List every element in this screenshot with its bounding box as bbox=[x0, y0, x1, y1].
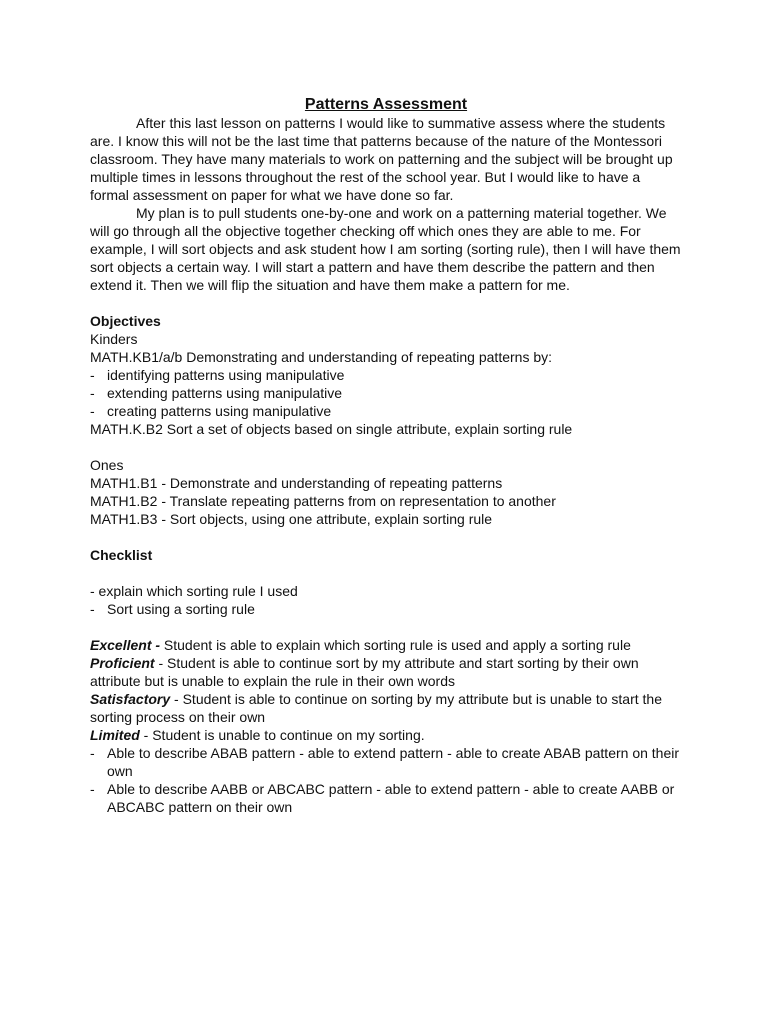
level-name: Excellent - bbox=[90, 637, 161, 653]
list-item-text: Able to describe AABB or ABCABC pattern - able to extend pattern - able to create AABB or ABCABC pattern on their own bbox=[107, 781, 675, 815]
ones-line: MATH1.B3 - Sort objects, using one attribute, explain sorting rule bbox=[90, 511, 493, 527]
checklist-line: - explain which sorting rule I used bbox=[90, 583, 298, 599]
list-item bbox=[90, 600, 682, 618]
ones-line: MATH1.B1 - Demonstrate and understanding of repeating patterns bbox=[90, 475, 503, 491]
level-name: Satisfactory bbox=[90, 691, 171, 707]
dash-bullet: - bbox=[90, 385, 95, 401]
kinders-standard-2: MATH.K.B2 Sort a set of objects based on single attribute, explain sorting rule bbox=[90, 421, 573, 437]
level-description: - Student is unable to continue on my sorting. bbox=[139, 727, 425, 743]
list-item bbox=[90, 780, 682, 816]
level-description: Student is able to explain which sorting rule is used and apply a sorting rule bbox=[160, 637, 631, 653]
level-name: Proficient bbox=[90, 655, 155, 671]
dash-bullet: - bbox=[90, 403, 95, 419]
checklist-heading: Checklist bbox=[90, 547, 153, 563]
level-satisfactory bbox=[90, 690, 682, 726]
page-title: Patterns Assessment bbox=[304, 96, 468, 113]
level-description: - Student is able to continue on sorting by my attribute but is unable to start the sorting process on their own bbox=[90, 691, 662, 725]
level-description: - Student is able to continue sort by my attribute and start sorting by their own attribute but is unable to explain the rule in their own words bbox=[90, 655, 639, 689]
dash-bullet: - bbox=[90, 781, 95, 797]
kinders-standard: MATH.KB1/a/b Demonstrating and understanding of repeating patterns by: bbox=[90, 349, 553, 365]
objectives-heading: Objectives bbox=[90, 313, 161, 329]
level-limited bbox=[90, 726, 682, 744]
level-name: Limited bbox=[90, 727, 140, 743]
kinders-label: Kinders bbox=[90, 331, 138, 347]
list-item bbox=[90, 366, 682, 384]
spacer bbox=[90, 564, 682, 582]
list-item-text: Able to describe ABAB pattern - able to extend pattern - able to create ABAB pattern on their own bbox=[107, 745, 680, 779]
level-proficient bbox=[90, 654, 682, 690]
intro-paragraph-1: After this last lesson on patterns I would like to summative assess where the students are. I know this will not be the last time that patterns because of the nature of the Montessori classroom. They have many materials to work on patterning and the subject will be brought up multiple times in lessons throughout the rest of the school year. But I would like to have a formal assessment on paper for what we have done so far. bbox=[90, 115, 673, 203]
dash-bullet: - bbox=[90, 367, 95, 383]
list-item bbox=[90, 402, 682, 420]
spacer bbox=[90, 438, 682, 456]
dash-bullet: - bbox=[90, 601, 95, 617]
checklist-list bbox=[90, 600, 682, 618]
spacer bbox=[90, 618, 682, 636]
list-item bbox=[90, 384, 682, 402]
level-excellent bbox=[90, 636, 682, 654]
dash-bullet: - bbox=[90, 745, 95, 761]
list-item bbox=[90, 744, 682, 780]
list-item-text: creating patterns using manipulative bbox=[107, 403, 332, 419]
ones-line: MATH1.B2 - Translate repeating patterns from on representation to another bbox=[90, 493, 556, 509]
intro-paragraph-2: My plan is to pull students one-by-one and work on a patterning material together. We will go through all the objective together checking off which ones they are able to me. For example, I will sort objects and ask student how I am sorting (sorting rule), then I will have them sort objects a certain way. I will start a pattern and have them describe the pattern and then extend it. Then we will flip the situation and have them make a pattern for me. bbox=[90, 205, 681, 293]
pattern-list bbox=[90, 744, 682, 816]
list-item-text: extending patterns using manipulative bbox=[107, 385, 343, 401]
kinders-list bbox=[90, 366, 682, 420]
ones-label: Ones bbox=[90, 457, 124, 473]
list-item-text: identifying patterns using manipulative bbox=[107, 367, 345, 383]
list-item-text: Sort using a sorting rule bbox=[107, 601, 255, 617]
